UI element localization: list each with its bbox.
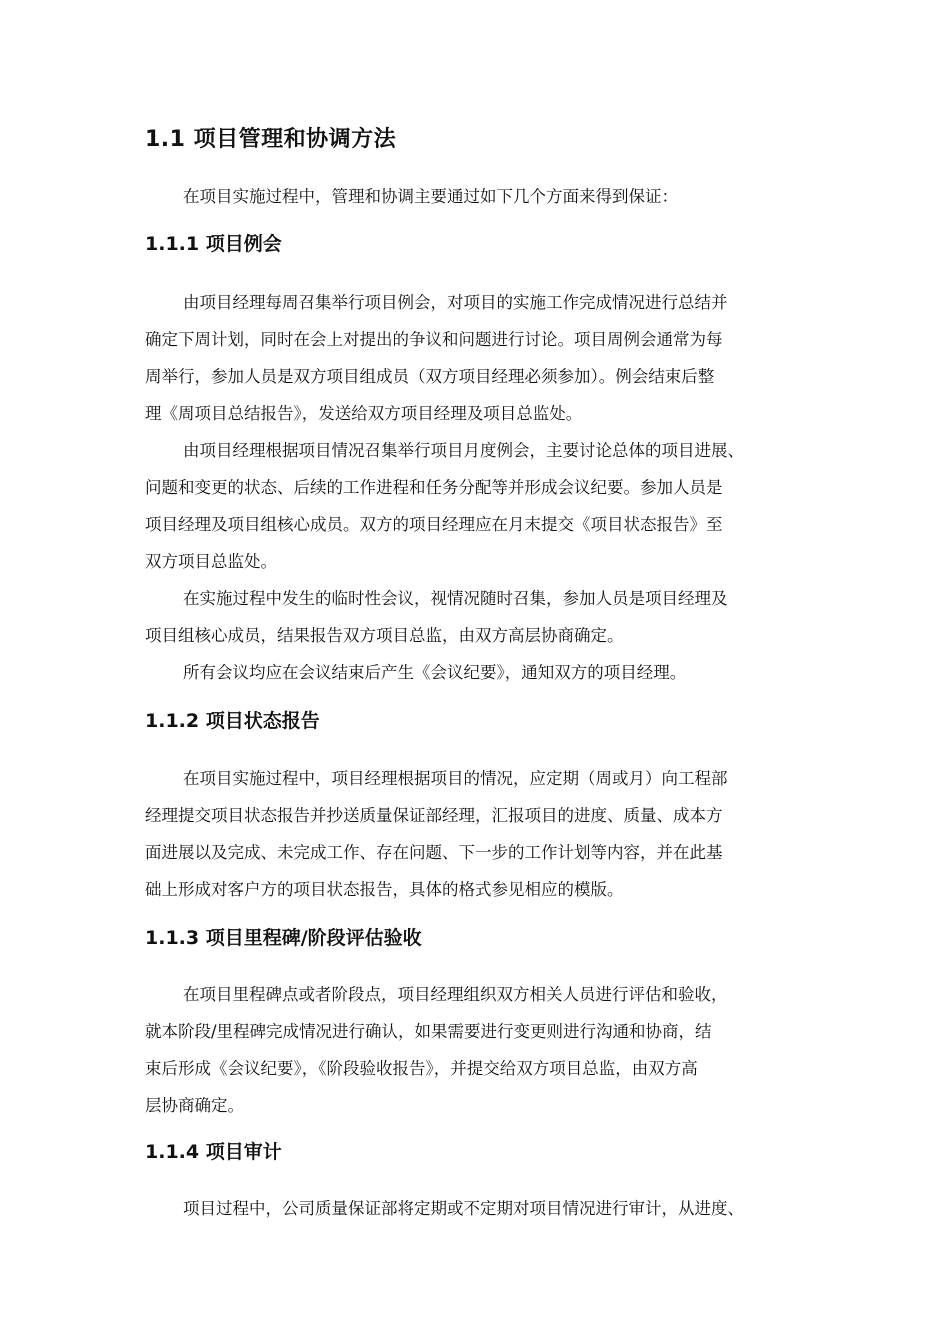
section-heading-1-1-2: 1.1.2 项目状态报告 [145,710,320,732]
paragraph-line: 理《周项目总结报告》，发送给双方项目经理及项目总监处。 [145,404,583,423]
paragraph-weekly-meeting [145,284,820,432]
paragraph-line: 项目过程中，公司质量保证部将定期或不定期对项目情况进行审计，从进度、 [183,1199,744,1218]
section-heading-1-1-1: 1.1.1 项目例会 [145,233,282,255]
paragraph-meeting-minutes [145,654,820,691]
paragraph-line: 在实施过程中发生的临时性会议，视情况随时召集，参加人员是项目经理及 [183,589,728,608]
paragraph-line: 在项目里程碑点或者阶段点，项目经理组织双方相关人员进行评估和验收， [183,985,728,1004]
section-heading-1-1: 1.1 项目管理和协调方法 [145,127,397,152]
paragraph-line: 周举行，参加人员是双方项目组成员（双方项目经理必须参加）。例会结束后整 [145,367,715,386]
paragraph-line: 项目组核心成员，结果报告双方项目总监，由双方高层协商确定。 [145,626,624,645]
paragraph-adhoc-meeting [145,580,820,654]
paragraph-line: 经理提交项目状态报告并抄送质量保证部经理，汇报项目的进度、质量、成本方 [145,806,723,825]
paragraph-monthly-meeting [145,432,820,580]
paragraph-line: 层协商确定。 [145,1096,244,1115]
paragraph-line: 由项目经理每周召集举行项目例会，对项目的实施工作完成情况进行总结并 [183,293,728,312]
paragraph-milestone-review [145,976,820,1124]
paragraph-line: 确定下周计划，同时在会上对提出的争议和问题进行讨论。项目周例会通常为每 [145,330,723,349]
intro-paragraph [145,178,820,215]
paragraph-line: 问题和变更的状态、后续的工作进程和任务分配等并形成会议纪要。参加人员是 [145,478,723,497]
paragraph-line: 由项目经理根据项目情况召集举行项目月度例会，主要讨论总体的项目进展、 [183,441,744,460]
paragraph-line: 就本阶段/里程碑完成情况进行确认，如果需要进行变更则进行沟通和协商，结 [145,1022,712,1041]
paragraph-line: 项目经理及项目组核心成员。双方的项目经理应在月末提交《项目状态报告》至 [145,515,723,534]
paragraph-line: 双方项目总监处。 [145,552,277,571]
paragraph-status-report [145,760,820,908]
paragraph-line: 在项目实施过程中，项目经理根据项目的情况，应定期（周或月）向工程部 [183,769,728,788]
section-heading-1-1-4: 1.1.4 项目审计 [145,1141,282,1163]
paragraph-line: 面进展以及完成、未完成工作、存在问题、下一步的工作计划等内容，并在此基 [145,843,723,862]
paragraph-line: 础上形成对客户方的项目状态报告，具体的格式参见相应的模版。 [145,880,624,899]
paragraph-line: 在项目实施过程中，管理和协调主要通过如下几个方面来得到保证： [183,187,678,206]
paragraph-line: 所有会议均应在会议结束后产生《会议纪要》，通知双方的项目经理。 [183,663,687,682]
paragraph-line: 束后形成《会议纪要》，《阶段验收报告》，并提交给双方项目总监，由双方高 [145,1059,698,1078]
section-heading-1-1-3: 1.1.3 项目里程碑/阶段评估验收 [145,927,422,949]
paragraph-project-audit [145,1190,820,1227]
